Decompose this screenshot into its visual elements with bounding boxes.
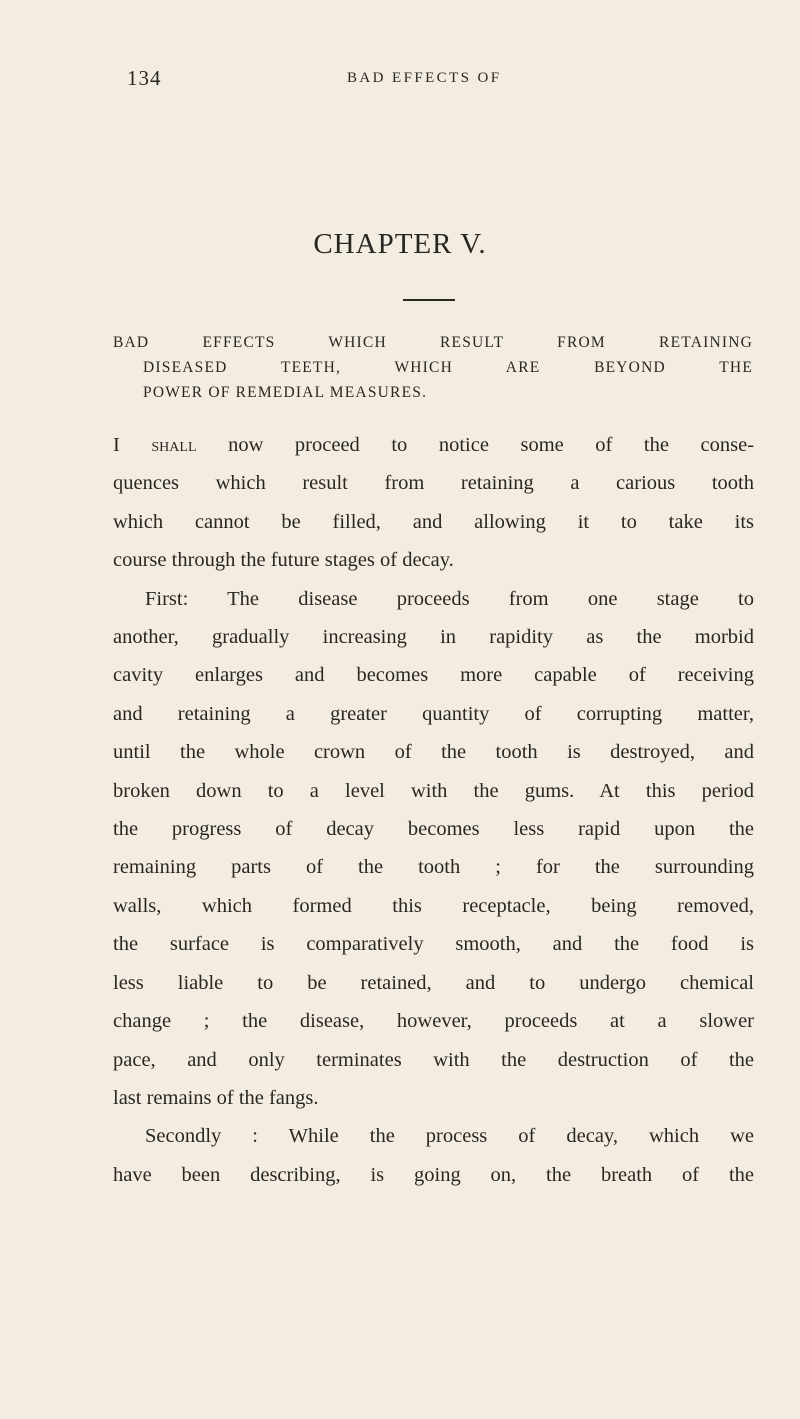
paragraph-line: have been describing, is going on, the breath of the — [113, 1163, 754, 1186]
paragraph-line: cavity enlarges and becomes more capable of receiving — [113, 664, 754, 687]
paragraph-line — [113, 426, 754, 464]
subtitle-line: POWER OF REMEDIAL MEASURES. — [143, 384, 428, 401]
running-head — [0, 66, 800, 96]
paragraph-line: last remains of the fangs. — [113, 1086, 319, 1109]
paragraph-line: the surface is comparatively smooth, and the food is — [113, 933, 754, 956]
paragraph-line: course through the future stages of decay. — [113, 549, 454, 572]
chapter-subtitle — [113, 330, 753, 405]
paragraph-line: Secondly : While the process of decay, which we — [145, 1125, 754, 1148]
paragraph-line: walls, which formed this receptacle, being removed, — [113, 894, 754, 917]
body-text — [113, 426, 754, 1194]
paragraph-line: remaining parts of the tooth ; for the surrounding — [113, 856, 754, 879]
paragraph-line: First: The disease proceeds from one stage to — [145, 587, 754, 610]
paragraph-line: broken down to a level with the gums. At this period — [113, 779, 754, 802]
paragraph-line: another, gradually increasing in rapidity as the morbid — [113, 626, 754, 649]
subtitle-line: BAD EFFECTS WHICH RESULT FROM RETAINING — [113, 334, 753, 351]
chapter-divider — [403, 299, 455, 301]
chapter-title: CHAPTER V. — [313, 228, 487, 260]
paragraph-line: until the whole crown of the tooth is destroyed, and — [113, 741, 754, 764]
paragraph-line: quences which result from retaining a carious tooth — [113, 472, 754, 495]
paragraph-line: less liable to be retained, and to undergo chemical — [113, 971, 754, 994]
line-text: now proceed to notice some of the conse- — [228, 434, 755, 456]
page-number: 134 — [127, 66, 162, 90]
running-title: BAD EFFECTS OF — [347, 70, 502, 86]
paragraph-line: pace, and only terminates with the destruction of the — [113, 1048, 754, 1071]
paragraph-line: and retaining a greater quantity of corrupting matter, — [113, 702, 754, 725]
paragraph-line: which cannot be filled, and allowing it to take its — [113, 510, 754, 533]
paragraph-line: the progress of decay becomes less rapid upon the — [113, 818, 754, 841]
small-caps-word: shall — [151, 434, 197, 456]
drop-word: I — [113, 434, 120, 456]
paragraph-line: change ; the disease, however, proceeds at a slower — [113, 1010, 754, 1033]
subtitle-line: DISEASED TEETH, WHICH ARE BEYOND THE — [143, 359, 753, 376]
